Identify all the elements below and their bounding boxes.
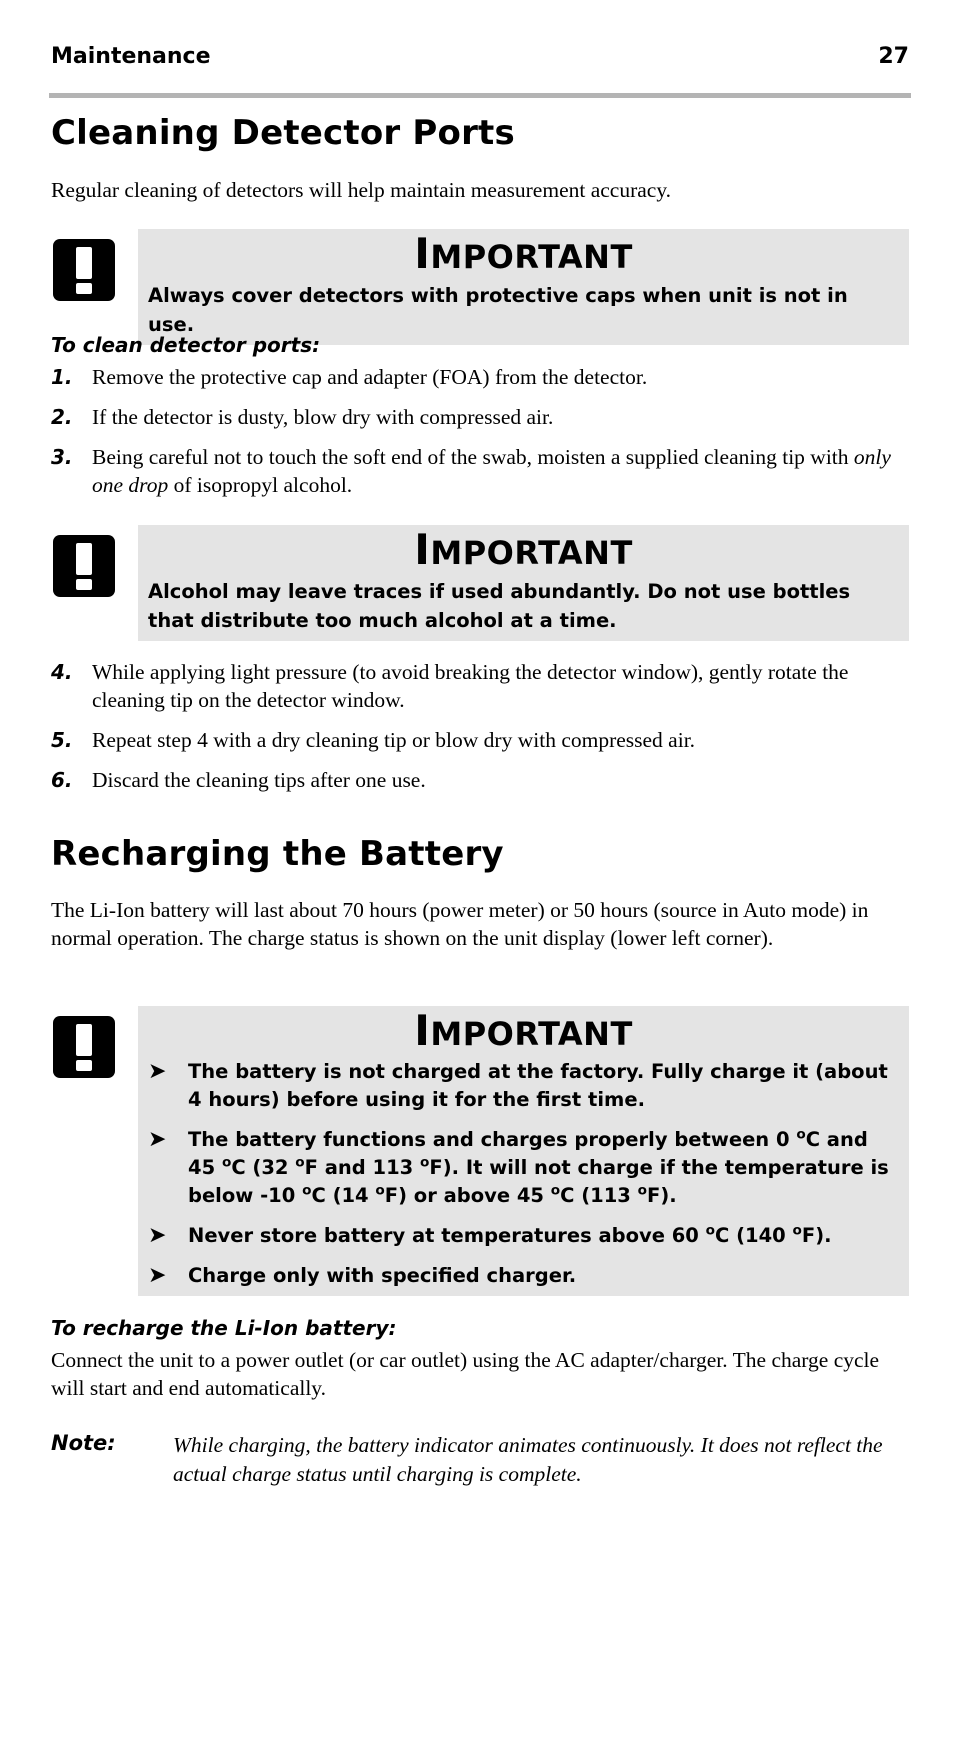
step-text: Discard the cleaning tips after one use.: [92, 768, 426, 792]
step-text: Repeat step 4 with a dry cleaning tip or blow dry with compressed air.: [92, 728, 696, 752]
chapter-title: Maintenance: [51, 44, 211, 69]
note-text: While charging, the battery indicator animates continuously. It does not reflect the actual charge status until charging is complete.: [173, 1433, 883, 1486]
arrow-right-icon: ➤: [148, 1263, 167, 1288]
battery-intro: The Li-Ion battery will last about 70 hours (power meter) or 50 hours (source in Auto mode) in normal operation. The charge status is shown on the unit display (lower left corner).: [51, 898, 869, 950]
important-heading: IMPORTANT: [414, 229, 633, 278]
important-heading: IMPORTANT: [414, 525, 633, 574]
list-item: ➤ The battery is not charged at the factory. Fully charge it (about 4 hours) before using it for the first time.: [148, 1059, 888, 1111]
arrow-right-icon: ➤: [148, 1223, 167, 1248]
page-number: 27: [878, 44, 909, 69]
recharge-instructions: Connect the unit to a power outlet (or car outlet) using the AC adapter/charger. The charge cycle will start and end automatically.: [51, 1348, 880, 1400]
list-item: ➤ Charge only with specified charger.: [148, 1263, 577, 1288]
header-rule: [49, 93, 911, 98]
procedure-title: To clean detector ports:: [51, 333, 321, 357]
page-header: [51, 44, 909, 74]
step-number: 2.: [51, 405, 73, 429]
section-title-cleaning: Cleaning Detector Ports: [51, 113, 515, 153]
cleaning-intro: Regular cleaning of detectors will help maintain measurement accuracy.: [51, 178, 672, 202]
important-bullet-list: [138, 1056, 909, 1296]
exclamation-icon: [53, 239, 115, 301]
list-item: ➤ Never store battery at temperatures above 60 $^o$C (140 $^o$F).: [148, 1222, 832, 1248]
step-text: Remove the protective cap and adapter (FOA) from the detector.: [92, 365, 648, 389]
important-panel: [138, 525, 909, 641]
procedure-title: To recharge the Li-Ion battery:: [51, 1316, 397, 1340]
exclamation-icon: [53, 1016, 115, 1078]
list-item: ➤ The battery functions and charges properly between 0 $^o$C and 45 $^o$C (32 $^o$F and 113 $^o$F). It will not charge if the temperature is below -10 $^o$C (14 $^o$F) or above 45 $^o$C (113 $^o$F).: [148, 1126, 889, 1207]
step-text: If the detector is dusty, blow dry with compressed air.: [92, 405, 554, 429]
important-text: Alcohol may leave traces if used abundantly. Do not use bottles that distribute too much alcohol at a time.: [148, 580, 851, 632]
arrow-right-icon: ➤: [148, 1059, 167, 1084]
step-number: 6.: [51, 768, 73, 792]
step-number: 5.: [51, 728, 73, 752]
arrow-right-icon: ➤: [148, 1127, 167, 1152]
note-label: Note:: [51, 1431, 116, 1455]
step-text: Being careful not to touch the soft end of the swab, moisten a supplied cleaning tip with only one drop of isopropyl alcohol.: [92, 445, 891, 497]
step-text: While applying light pressure (to avoid breaking the detector window), gently rotate the cleaning tip on the detector window.: [92, 660, 849, 712]
exclamation-icon: [53, 535, 115, 597]
section-title-battery: Recharging the Battery: [51, 834, 504, 874]
step-number: 4.: [51, 660, 73, 684]
important-panel: [138, 1006, 909, 1296]
important-heading: IMPORTANT: [414, 1006, 633, 1055]
important-text: Always cover detectors with protective caps when unit is not in use.: [148, 284, 848, 336]
step-number: 3.: [51, 445, 73, 469]
important-panel: [138, 229, 909, 345]
step-number: 1.: [51, 365, 73, 389]
